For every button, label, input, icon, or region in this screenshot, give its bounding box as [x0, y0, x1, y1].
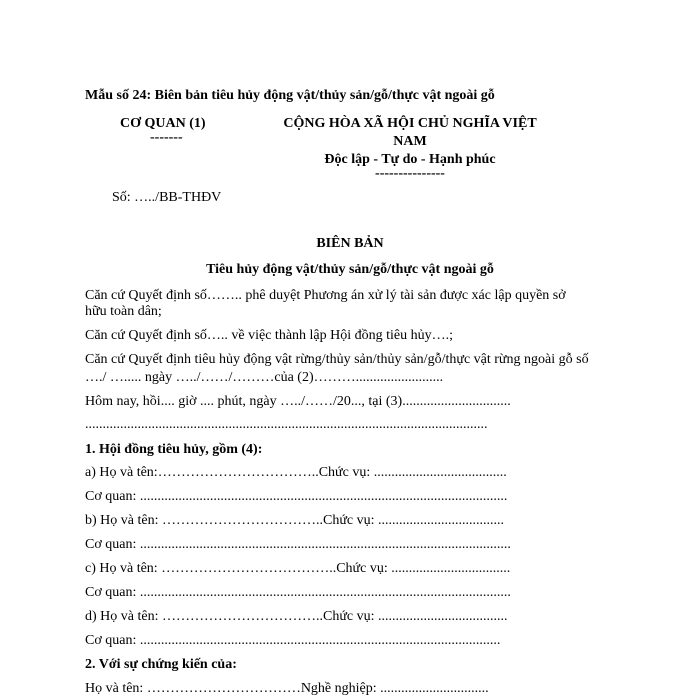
motto-rule: --------------- — [375, 166, 445, 181]
agency-name: CƠ QUAN (1) — [120, 116, 206, 131]
paragraph-3-line-2: …./ …..... ngày …../……/………của (2)………......................... — [85, 370, 444, 385]
section-2-heading: 2. Với sự chứng kiến của: — [85, 657, 237, 672]
member-c-name-row: c) Họ và tên: ………………………………..Chức vụ: .................................. — [85, 561, 511, 576]
member-a-name-row: a) Họ và tên:……………………………..Chức vụ: ...................................... — [85, 465, 507, 480]
member-b-name-row: b) Họ và tên: ……………………………..Chức vụ: .................................... — [85, 513, 505, 528]
paragraph-2: Căn cứ Quyết định số….. về việc thành lập Hội đồng tiêu hủy….; — [85, 328, 454, 343]
paragraph-1-line-1: Căn cứ Quyết định số…….. phê duyệt Phương án xử lý tài sản được xác lập quyền sở — [85, 288, 566, 303]
document-subject: Tiêu hủy động vật/thủy sản/gỗ/thực vật ngoài gỗ — [206, 262, 494, 277]
witness-name-row: Họ và tên: ……………………………Nghề nghiệp: ............................... — [85, 681, 489, 696]
member-d-name-row: d) Họ và tên: ……………………………..Chức vụ: ..................................... — [85, 609, 508, 624]
paragraph-1-line-2: hữu toàn dân; — [85, 304, 162, 319]
nation-name-line1: CỘNG HÒA XÃ HỘI CHỦ NGHĨA VIỆT — [283, 116, 537, 131]
nation-name-line2: NAM — [393, 134, 427, 149]
nation-motto: Độc lập - Tự do - Hạnh phúc — [324, 152, 496, 167]
agency-rule: ------- — [150, 130, 183, 145]
paragraph-5-dots: ................................................................................................................... — [85, 417, 488, 432]
member-d-agency-row: Cơ quan: ....................................................................................................... — [85, 633, 501, 648]
form-title: Mẫu số 24: Biên bản tiêu hủy động vật/thủy sản/gỗ/thực vật ngoài gỗ — [85, 88, 495, 103]
paragraph-3-line-1: Căn cứ Quyết định tiêu hủy động vật rừng/thủy sản/thủy sản/gỗ/thực vật rừng ngoài gỗ số — [85, 352, 589, 367]
member-b-agency-row: Cơ quan: .......................................................................................................... — [85, 537, 511, 552]
document-number: Số: …../BB-THĐV — [112, 190, 222, 205]
member-a-agency-row: Cơ quan: ......................................................................................................... — [85, 489, 508, 504]
paragraph-4: Hôm nay, hồi.... giờ .... phút, ngày …../……/20..., tại (3)............................... — [85, 394, 511, 409]
section-1-heading: 1. Hội đồng tiêu hủy, gồm (4): — [85, 442, 263, 457]
document-type: BIÊN BẢN — [316, 236, 384, 251]
member-c-agency-row: Cơ quan: .......................................................................................................... — [85, 585, 511, 600]
